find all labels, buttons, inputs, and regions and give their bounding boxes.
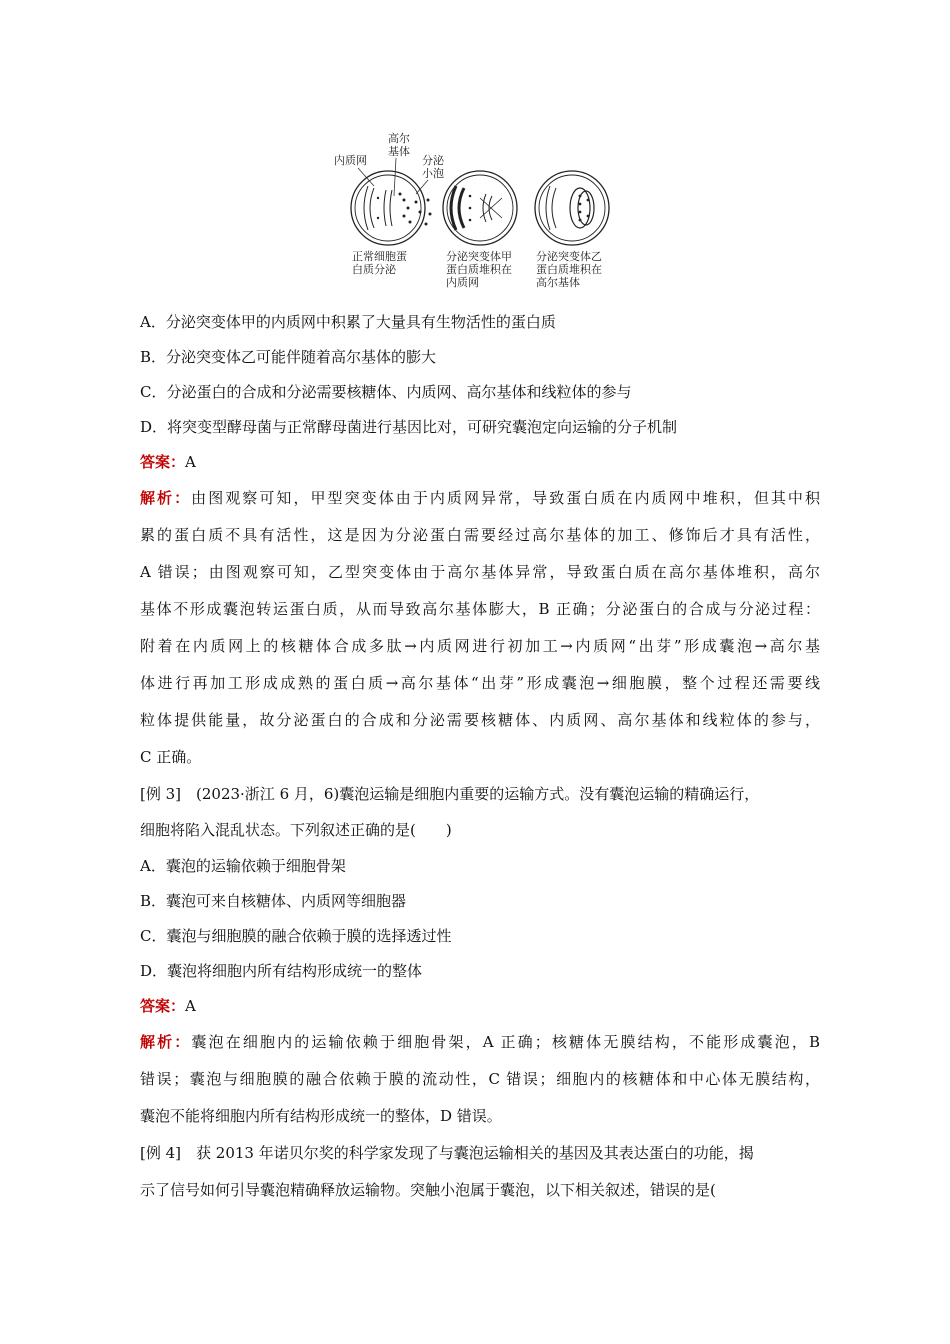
- golgi-label-1: 高尔: [388, 132, 410, 145]
- q2-analysis-line: 体进行再加工形成成熟的蛋白质→高尔基体“出芽”形成囊泡→细胞膜，整个过程还需要线: [140, 674, 820, 692]
- q3-option-a: A．囊泡的运输依赖于细胞骨架: [140, 857, 346, 875]
- q2-analysis-line: 基体不形成囊泡转运蛋白质，从而导致高尔基体膨大，B 正确；分泌蛋白的合成与分泌过程：: [140, 600, 820, 618]
- q2-analysis-line: A 错误；由图观察可知，乙型突变体由于高尔基体异常，导致蛋白质在高尔基体堆积，高尔: [140, 563, 820, 581]
- answer-value: A: [185, 453, 196, 471]
- q2-option-a: A．分泌突变体甲的内质网中积累了大量具有生物活性的蛋白质: [140, 313, 556, 331]
- q3-option-b: B．囊泡可来自核糖体、内质网等细胞器: [140, 892, 407, 910]
- q2-answer: [140, 452, 196, 472]
- mutant-b-caption-1: 分泌突变体乙: [536, 250, 602, 263]
- mutant-b-caption-2: 蛋白质堆积在: [536, 263, 602, 276]
- q3-stem-line: 细胞将陷入混乱状态。下列叙述正确的是( ): [140, 821, 452, 839]
- normal-caption-1: 正常细胞蛋: [352, 250, 407, 263]
- q3-option-d: D．囊泡将细胞内所有结构形成统一的整体: [140, 962, 423, 980]
- mutant-a-caption-2: 蛋白质堆积在: [446, 263, 512, 276]
- mutant-a-caption-1: 分泌突变体甲: [446, 250, 512, 263]
- q4-stem-line: 示了信号如何引导囊泡精确释放运输物。突触小泡属于囊泡，以下相关叙述，错误的是(: [140, 1181, 716, 1199]
- q3-analysis-line: 错误；囊泡与细胞膜的融合依赖于膜的流动性，C 错误；细胞内的核糖体和中心体无膜结构，: [140, 1070, 820, 1088]
- cell-diagram: [330, 128, 630, 293]
- cell-secretion-figure: [330, 128, 630, 293]
- normal-caption-2: 白质分泌: [352, 263, 396, 276]
- q2-option-b: B．分泌突变体乙可能伴随着高尔基体的膨大: [140, 348, 437, 366]
- q3-analysis-line: 囊泡不能将细胞内所有结构形成统一的整体，D 错误。: [140, 1107, 502, 1125]
- analysis-label: 解析：: [140, 1033, 192, 1051]
- er-label: 内质网: [334, 154, 367, 167]
- q2-analysis-line: 解析：由图观察可知，甲型突变体由于内质网异常，导致蛋白质在内质网中堆积，但其中积: [140, 489, 820, 507]
- analysis-label: 解析：: [140, 489, 192, 507]
- q2-analysis-line: 附着在内质网上的核糖体合成多肽→内质网进行初加工→内质网“出芽”形成囊泡→高尔基: [140, 637, 820, 655]
- vesicle-label-2: 小泡: [422, 167, 444, 180]
- vesicle-label-1: 分泌: [422, 154, 444, 167]
- q4-stem-line: [例 4] 获 2013 年诺贝尔奖的科学家发现了与囊泡运输相关的基因及其表达蛋白的功能，揭: [140, 1144, 754, 1162]
- answer-value: A: [185, 997, 196, 1015]
- mutant-b-cell: [535, 171, 609, 245]
- answer-label: 答案：: [140, 997, 186, 1015]
- mutant-a-caption-3: 内质网: [446, 276, 479, 289]
- q3-stem-line: [例 3] (2023·浙江 6 月，6)囊泡运输是细胞内重要的运输方式。没有囊泡运输的精确运行，: [140, 785, 760, 803]
- q2-analysis-line: C 正确。: [140, 748, 202, 766]
- q3-answer: [140, 996, 196, 1016]
- q2-analysis-line: 累的蛋白质不具有活性，这是因为分泌蛋白需要经过高尔基体的加工、修饰后才具有活性，: [140, 526, 820, 544]
- q3-analysis-line: 解析：囊泡在细胞内的运输依赖于细胞骨架，A 正确；核糖体无膜结构，不能形成囊泡，B: [140, 1033, 820, 1051]
- q2-option-c: C．分泌蛋白的合成和分泌需要核糖体、内质网、高尔基体和线粒体的参与: [140, 383, 632, 401]
- mutant-b-caption-3: 高尔基体: [536, 276, 580, 289]
- mutant-a-cell: [443, 171, 517, 245]
- answer-label: 答案：: [140, 453, 186, 471]
- q2-option-d: D．将突变型酵母菌与正常酵母菌进行基因比对，可研究囊泡定向运输的分子机制: [140, 418, 678, 436]
- q2-analysis-line: 粒体提供能量，故分泌蛋白的合成和分泌需要核糖体、内质网、高尔基体和线粒体的参与，: [140, 711, 820, 729]
- golgi-label-2: 基体: [388, 145, 410, 158]
- q3-option-c: C．囊泡与细胞膜的融合依赖于膜的选择透过性: [140, 927, 452, 945]
- normal-cell: [351, 171, 432, 245]
